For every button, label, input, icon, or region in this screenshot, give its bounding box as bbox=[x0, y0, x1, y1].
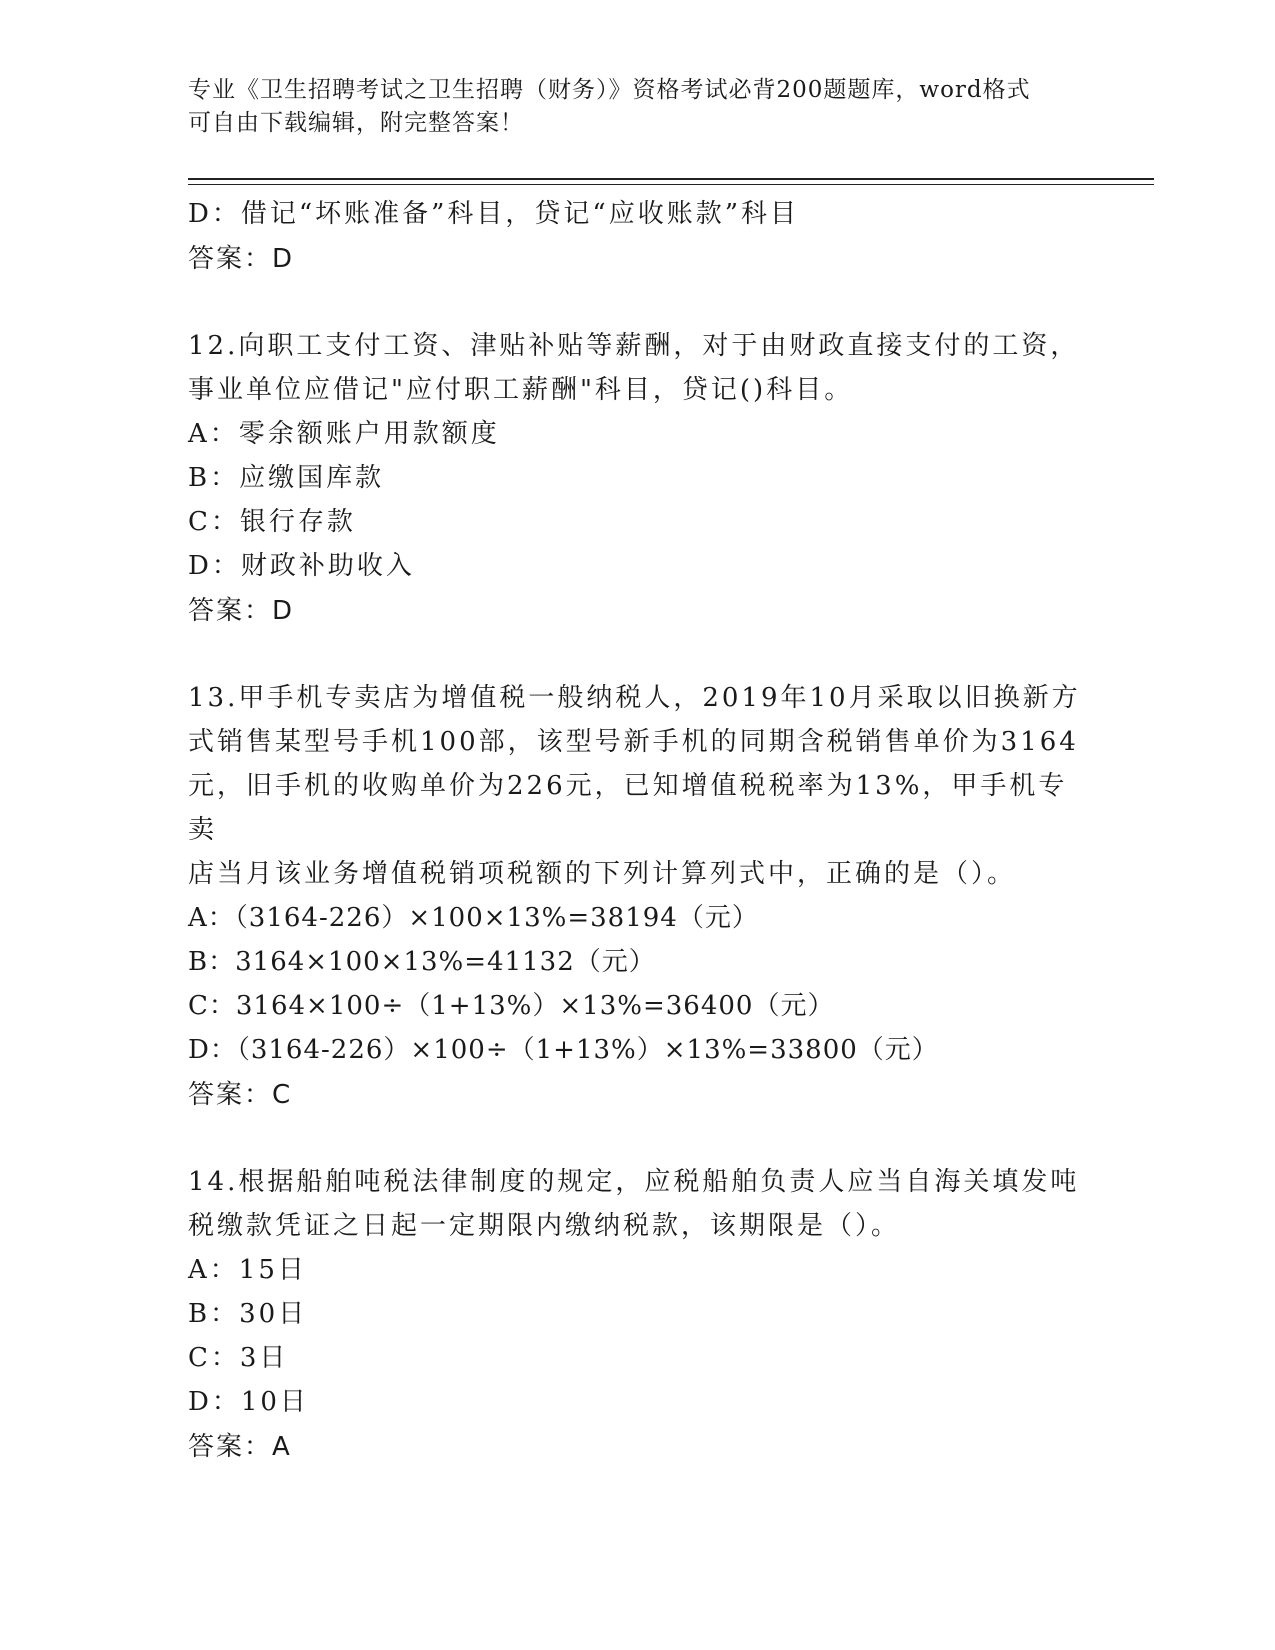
answer-line bbox=[188, 236, 1088, 282]
question-stem bbox=[188, 1160, 1088, 1248]
answer-label: 答案： bbox=[188, 596, 273, 626]
answer-value: D bbox=[272, 596, 293, 626]
stem-line: 13.甲手机专卖店为增值税一般纳税人，2019年10月采取以旧换新方 bbox=[188, 683, 1081, 713]
question-13 bbox=[188, 676, 1088, 1118]
option-d: D：10日 bbox=[188, 1387, 309, 1417]
stem-line: 税缴款凭证之日起一定期限内缴纳税款，该期限是（）。 bbox=[188, 1211, 901, 1241]
answer-value: A bbox=[272, 1432, 290, 1462]
answer-line bbox=[188, 1072, 1088, 1118]
header-line-1: 专业《卫生招聘考试之卫生招聘（财务）》资格考试必背200题题库，word格式 bbox=[188, 77, 1031, 103]
document-body bbox=[188, 192, 1088, 1470]
option-d: D：财政补助收入 bbox=[188, 551, 415, 581]
question-14 bbox=[188, 1160, 1088, 1470]
option-a: A：零余额账户用款额度 bbox=[188, 419, 500, 449]
option-a: A：（3164-226）×100×13%=38194（元） bbox=[188, 903, 759, 933]
option-b: B：3164×100×13%=41132（元） bbox=[188, 947, 656, 977]
header-rule-thin bbox=[188, 184, 1154, 185]
answer-line bbox=[188, 1424, 1088, 1470]
stem-line: 事业单位应借记"应付职工薪酬"科目，贷记()科目。 bbox=[188, 375, 854, 405]
answer-value: D bbox=[272, 244, 293, 274]
answer-line bbox=[188, 588, 1088, 634]
answer-label: 答案： bbox=[188, 1080, 273, 1110]
question-stem bbox=[188, 324, 1088, 412]
option-d: D：（3164-226）×100÷（1+13%）×13%=33800（元） bbox=[188, 1035, 939, 1065]
option-c: C：银行存款 bbox=[188, 507, 356, 537]
previous-question-tail bbox=[188, 192, 1088, 282]
header-line-2: 可自由下载编辑，附完整答案！ bbox=[188, 110, 524, 136]
option-c: C：3164×100÷（1+13%）×13%=36400（元） bbox=[188, 991, 835, 1021]
question-stem bbox=[188, 676, 1088, 896]
stem-line: 元，旧手机的收购单价为226元，已知增值税税率为13%，甲手机专卖 bbox=[188, 771, 1068, 845]
stem-line: 14.根据船舶吨税法律制度的规定，应税船舶负责人应当自海关填发吨 bbox=[188, 1167, 1080, 1197]
document-header bbox=[188, 74, 1088, 140]
option-b: B：30日 bbox=[188, 1299, 308, 1329]
stem-line: 店当月该业务增值税销项税额的下列计算列式中，正确的是（）。 bbox=[188, 859, 1017, 889]
option-d: D：借记“坏账准备”科目，贷记“应收账款”科目 bbox=[188, 199, 800, 229]
option-c: C：3日 bbox=[188, 1343, 289, 1373]
header-rule-thick bbox=[188, 178, 1154, 180]
answer-value: C bbox=[272, 1080, 291, 1110]
answer-label: 答案： bbox=[188, 1432, 273, 1462]
answer-label: 答案： bbox=[188, 244, 273, 274]
question-12 bbox=[188, 324, 1088, 634]
stem-line: 12.向职工支付工资、津贴补贴等薪酬，对于由财政直接支付的工资， bbox=[188, 331, 1080, 361]
stem-line: 式销售某型号手机100部，该型号新手机的同期含税销售单价为3164 bbox=[188, 727, 1079, 757]
option-b: B：应缴国库款 bbox=[188, 463, 385, 493]
option-a: A：15日 bbox=[188, 1255, 307, 1285]
